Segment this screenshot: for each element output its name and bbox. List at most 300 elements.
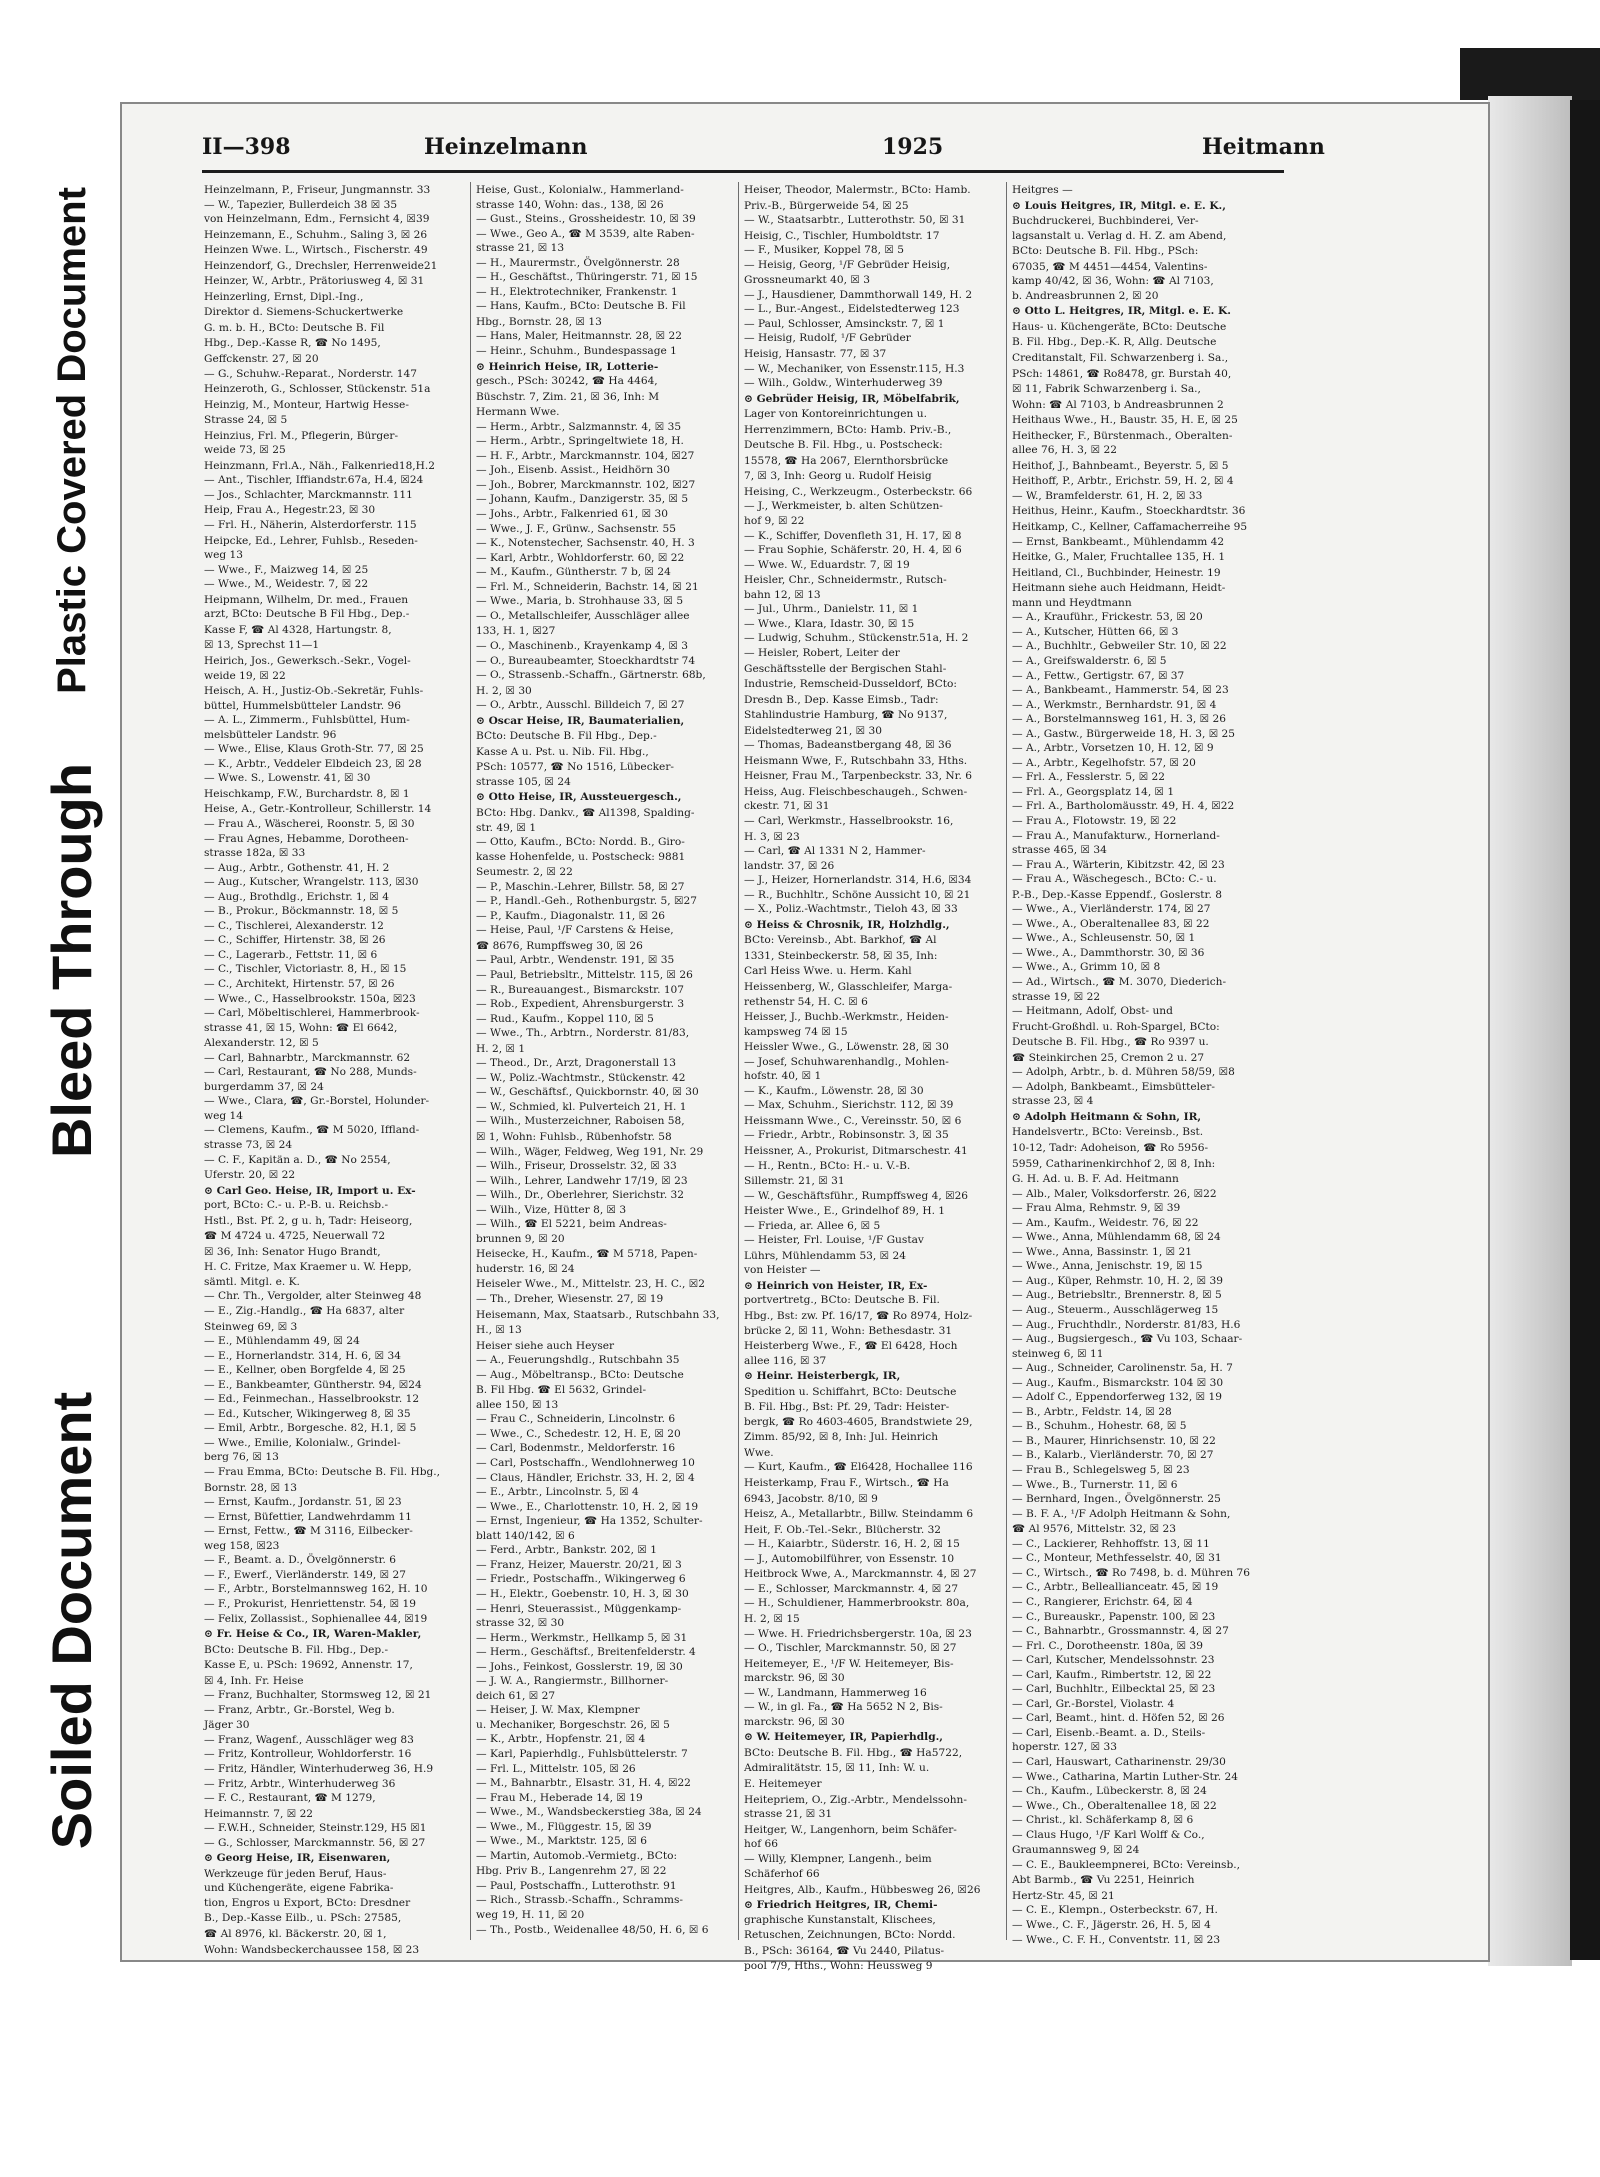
directory-entry-line: Creditanstalt, Fil. Schwarzenberg i. Sa., <box>1012 352 1229 365</box>
directory-entry-line: — Wilh., Goldw., Winterhuderweg 39 <box>744 377 943 390</box>
directory-entry-line: steinweg 6, ☒ 11 <box>1012 1347 1104 1360</box>
directory-entry-line: P.-B., Dep.-Kasse Eppendf., Goslerstr. 8 <box>1012 888 1222 901</box>
directory-entry-line: ⊙ Heinrich von Heister, IR, Ex- <box>744 1279 928 1292</box>
directory-entry-line: — E., Zig.-Handlg., ☎ Ha 6837, alter <box>204 1305 405 1318</box>
directory-entry-line: ☎ 8676, Rumpffsweg 30, ☒ 26 <box>476 939 643 952</box>
directory-entry-line: — O., Strassenb.-Schaffn., Gärtnerstr. 68b, <box>476 669 706 682</box>
directory-entry-line: — Wwe., Emilie, Kolonialw., Grindel- <box>204 1436 401 1449</box>
directory-entry-line: — Franz, Arbtr., Gr.-Borstel, Weg b. <box>204 1703 395 1716</box>
directory-entry-line: G. H. Ad. u. B. F. Ad. Heitmann <box>1012 1173 1179 1186</box>
directory-entry-line: — Wilh., Wäger, Feldweg, Weg 191, Nr. 29 <box>476 1145 704 1158</box>
directory-entry-line: Stahlindustrie Hamburg, ☎ No 9137, <box>744 709 948 722</box>
directory-entry-line: rethenstr 54, H. C. ☒ 6 <box>744 995 868 1008</box>
directory-entry-line: Heithoff, P., Arbtr., Erichstr. 59, H. 2, ☒ 4 <box>1012 475 1234 488</box>
directory-entry-line: Heinzmann, Frl.A., Näh., Falkenried18,H.2 <box>204 459 436 472</box>
directory-entry-line: — Th., Dreher, Wiesenstr. 27, ☒ 19 <box>476 1293 664 1306</box>
directory-entry-line: H., ☒ 13 <box>476 1324 522 1337</box>
directory-entry-line: ☒ 4, Inh. Fr. Heise <box>204 1674 304 1687</box>
directory-entry-line: BCto: Deutsche B. Fil. Hbg., ☎ Ha5722, <box>744 1746 963 1759</box>
directory-entry-line: ⊙ Heinr. Heisterbergk, IR, <box>744 1370 901 1383</box>
directory-entry-line: — J. W. A., Rangiermstr., Billhorner- <box>476 1675 669 1688</box>
directory-entry-line: ckestr. 71, ☒ 31 <box>744 800 830 813</box>
directory-entry-line: — C., Schiffer, Hirtenstr. 38, ☒ 26 <box>204 934 386 947</box>
directory-entry-line: — F., Beamt. a. D., Övelgönnerstr. 6 <box>204 1554 396 1567</box>
directory-entry-line: Heitbrock Wwe, A., Marckmannstr. 4, ☒ 27 <box>744 1568 977 1581</box>
directory-entry-line: Heitland, Cl., Buchbinder, Heinestr. 19 <box>1012 566 1221 579</box>
directory-entry-line: Hbg., Dep.-Kasse R, ☎ No 1495, <box>204 337 381 350</box>
directory-entry-line: ⊙ Louis Heitgres, IR, Mitgl. e. E. K., <box>1012 199 1226 212</box>
directory-entry-line: Heise, Gust., Kolonialw., Hammerland- <box>476 184 684 196</box>
directory-entry-line: melsbütteler Landstr. 96 <box>204 728 337 741</box>
directory-entry-line: burgerdamm 37, ☒ 24 <box>204 1080 324 1093</box>
directory-entry-line: Heinzemann, E., Schuhm., Saling 3, ☒ 26 <box>204 228 428 241</box>
directory-entry-line: Heissler Wwe., G., Löwenstr. 28, ☒ 30 <box>744 1041 949 1054</box>
directory-entry-line: — E., Kellner, oben Borgfelde 4, ☒ 25 <box>204 1364 406 1377</box>
directory-entry-line: b. Andreasbrunnen 2, ☒ 20 <box>1012 289 1159 302</box>
directory-entry-line: — Bernhard, Ingen., Övelgönnerstr. 25 <box>1012 1493 1221 1506</box>
directory-entry-line: — Frl. C., Dorotheenstr. 180a, ☒ 39 <box>1012 1639 1204 1652</box>
directory-entry-line: — Friedr., Arbtr., Robinsonstr. 3, ☒ 35 <box>744 1129 949 1142</box>
directory-entry-line: tion, Engros u Export, BCto: Dresdner <box>204 1896 411 1909</box>
directory-entry-line: — Rud., Kaufm., Koppel 110, ☒ 5 <box>476 1012 654 1025</box>
page-edge-shadow <box>1488 96 1572 1966</box>
directory-entry-line: strasse 23, ☒ 4 <box>1012 1095 1094 1108</box>
directory-entry-line: — Fritz, Arbtr., Winterhuderweg 36 <box>204 1777 396 1790</box>
left-keyword: Heinzelmann <box>424 134 588 160</box>
directory-entry-line: Heinzelmann, P., Friseur, Jungmannstr. 33 <box>204 184 431 196</box>
column-1 <box>202 182 470 1956</box>
page-header <box>202 134 1402 164</box>
directory-entry-line: Heip, Frau A., Hegestr.23, ☒ 30 <box>204 504 376 517</box>
directory-entry-line: sämtl. Mitgl. e. K. <box>204 1275 300 1288</box>
directory-entry-line: — Karl, Arbtr., Wohldorferstr. 60, ☒ 22 <box>476 551 685 564</box>
directory-entry-line: — Fritz, Händler, Winterhuderweg 36, H.9 <box>204 1762 434 1775</box>
directory-entry-line: — Ad., Wirtsch., ☎ M. 3070, Diederich- <box>1012 975 1227 988</box>
directory-entry-line: B. Fil. Hbg., Bst: Pf. 29, Tadr: Heister- <box>744 1401 950 1414</box>
directory-entry-line: — Johann, Kaufm., Danzigerstr. 35, ☒ 5 <box>476 493 689 506</box>
directory-entry-line: — Jul., Uhrm., Danielstr. 11, ☒ 1 <box>744 603 919 616</box>
directory-entry-line: Büschstr. 7, Zim. 21, ☒ 36, Inh: M <box>476 390 660 403</box>
directory-entry-line: Hbg., Bornstr. 28, ☒ 13 <box>476 315 602 328</box>
directory-entry-line: — Ernst, Fettw., ☎ M 3116, Eilbecker- <box>204 1525 413 1538</box>
directory-entry-line: Steinweg 69, ☒ 3 <box>204 1320 298 1333</box>
directory-entry-line: — Frau A., Flotowstr. 19, ☒ 22 <box>1012 814 1177 827</box>
directory-entry-line: — Wwe., E., Charlottenstr. 10, H. 2, ☒ 19 <box>476 1500 699 1513</box>
directory-entry-line: Retuschen, Zeichnungen, BCto: Nordd. <box>744 1929 956 1942</box>
directory-entry-line: — Wwe., C., Hasselbrookstr. 150a, ☒23 <box>204 992 416 1005</box>
directory-entry-line: ☎ M 4724 u. 4725, Neuerwall 72 <box>204 1230 386 1243</box>
directory-entry-line: — F.W.H., Schneider, Steinstr.129, H5 ☒1 <box>204 1822 427 1835</box>
directory-entry-line: — J., Hausdiener, Dammthorwall 149, H. 2 <box>744 288 973 301</box>
directory-entry-line: — Wilh., Dr., Oberlehrer, Sierichstr. 32 <box>476 1189 685 1202</box>
directory-entry-line: Heisner, Frau M., Tarpenbeckstr. 33, Nr. 6 <box>744 770 973 783</box>
directory-entry-line: BCto: Vereinsb., Abt. Barkhof, ☎ Al <box>744 934 937 947</box>
directory-entry-line: — H., Maurermstr., Övelgönnerstr. 28 <box>476 256 680 269</box>
directory-entry-line: — Carl, Eisenb.-Beamt. a. D., Steils- <box>1012 1726 1206 1739</box>
directory-entry-line: — Frl. A., Fesslerstr. 5, ☒ 22 <box>1012 771 1166 784</box>
directory-entry-line: BCto: Deutsche B. Fil. Hbg., Dep.- <box>204 1643 389 1656</box>
directory-entry-line: weg 13 <box>204 549 243 562</box>
directory-entry-line: — H., Geschäftst., Thüringerstr. 71, ☒ 15 <box>476 271 698 284</box>
directory-entry-line: — C., Rangierer, Erichstr. 64, ☒ 4 <box>1012 1595 1193 1608</box>
directory-entry-line: — Felix, Zollassist., Sophienallee 44, ☒19 <box>204 1612 428 1625</box>
directory-entry-line: — Fritz, Kontrolleur, Wohldorferstr. 16 <box>204 1748 412 1761</box>
directory-entry-line: — F., Arbtr., Borstelmannsweg 162, H. 10 <box>204 1583 428 1596</box>
directory-entry-line: G. m. b. H., BCto: Deutsche B. Fil <box>204 321 385 334</box>
directory-entry-line: — Thomas, Badeanstbergang 48, ☒ 36 <box>744 739 952 752</box>
directory-entry-line: — G., Schuhw.-Reparat., Norderstr. 147 <box>204 367 418 380</box>
directory-entry-line: — Frl. L., Mittelstr. 105, ☒ 26 <box>476 1762 636 1775</box>
directory-entry-line: ☒ 13, Sprechst 11—1 <box>204 639 320 652</box>
directory-entry-line: — Frau C., Schneiderin, Lincolnstr. 6 <box>476 1413 676 1426</box>
directory-entry-line: — A., Borstelmannsweg 161, H. 3, ☒ 26 <box>1012 713 1226 726</box>
directory-entry-line: — Johs., Feinkost, Gosslerstr. 19, ☒ 30 <box>476 1660 683 1673</box>
directory-entry-line: Heipmann, Wilhelm, Dr. med., Frauen <box>204 593 409 606</box>
directory-entry-line: — Aug., Brothdlg., Erichstr. 1, ☒ 4 <box>204 890 390 903</box>
directory-entry-line: — Ernst, Büfettier, Landwehrdamm 11 <box>204 1510 412 1523</box>
directory-entry-line: ☒ 36, Inh: Senator Hugo Brandt, <box>204 1245 381 1258</box>
directory-entry-line: — Aug., Schneider, Carolinenstr. 5a, H. 7 <box>1012 1362 1233 1375</box>
directory-entry-line: Heissner, A., Prokurist, Ditmarschestr. 41 <box>744 1145 968 1157</box>
directory-entry-line: — Carl, Restaurant, ☎ No 288, Munds- <box>204 1066 417 1079</box>
directory-entry-line: Heipcke, Ed., Lehrer, Fuhlsb., Reseden- <box>204 534 418 547</box>
directory-entry-line: — W., Poliz.-Wachtmstr., Stückenstr. 42 <box>476 1071 686 1084</box>
directory-entry-line: — Wwe., C., Schedestr. 12, H. E, ☒ 20 <box>476 1427 681 1440</box>
directory-entry-line: — B. F. A., ¹/F Adolph Heitmann & Sohn, <box>1012 1507 1231 1520</box>
directory-entry-line: Heitke, G., Maler, Fruchtallee 135, H. 1 <box>1012 551 1226 564</box>
directory-entry-line: hof 9, ☒ 22 <box>744 515 805 528</box>
directory-entry-line: — Aug., Kutscher, Wrangelstr. 113, ☒30 <box>204 876 419 889</box>
directory-entry-line: strasse 465, ☒ 34 <box>1012 844 1107 857</box>
directory-entry-line: — Paul, Postschaffn., Lutterothstr. 91 <box>476 1879 677 1892</box>
directory-entry-line: ⊙ Otto Heise, IR, Aussteuergesch., <box>476 791 682 804</box>
directory-entry-line: — E., Hornerlandstr. 314, H. 6, ☒ 34 <box>204 1349 402 1362</box>
directory-entry-line: — O., Metallschleifer, Ausschläger allee <box>476 609 690 622</box>
directory-entry-line: — W., Staatsarbtr., Lutterothstr. 50, ☒ 31 <box>744 214 966 227</box>
directory-entry-line: Heithaus Wwe., H., Baustr. 35, H. E, ☒ 25 <box>1012 414 1238 427</box>
directory-entry-line: Dresdn B., Dep. Kasse Eimsb., Tadr: <box>744 693 939 706</box>
directory-entry-line: strasse 21, ☒ 13 <box>476 242 565 255</box>
directory-entry-line: — Carl, Kutscher, Mendelssohnstr. 23 <box>1012 1654 1215 1667</box>
directory-entry-line: weg 19, H. 11, ☒ 20 <box>476 1908 585 1921</box>
directory-entry-line: — Frau Emma, BCto: Deutsche B. Fil. Hbg., <box>204 1466 441 1479</box>
directory-entry-line: — Aug., Bugsiergesch., ☎ Vu 103, Schaar- <box>1012 1333 1243 1346</box>
directory-entry-line: Buchdruckerei, Buchbinderei, Ver- <box>1012 215 1199 228</box>
directory-entry-line: — Frau A., Wärterin, Kibitzstr. 42, ☒ 23 <box>1012 858 1225 871</box>
directory-entry-line: — H., Rentn., BCto: H.- u. V.-B. <box>744 1159 911 1172</box>
directory-entry-line: Jäger 30 <box>204 1719 250 1732</box>
directory-entry-line: — A., Werkmstr., Bernhardstr. 91, ☒ 4 <box>1012 698 1217 711</box>
directory-entry-line: — Wilh., Vize, Hütter 8, ☒ 3 <box>476 1203 627 1216</box>
directory-entry-line: Sillemstr. 21, ☒ 31 <box>744 1175 845 1188</box>
directory-entry-line: — B., Kalarb., Vierländerstr. 70, ☒ 27 <box>1012 1449 1214 1462</box>
directory-entry-line: weg 14 <box>204 1109 243 1122</box>
directory-entry-line: — Carl, Kaufm., Rimbertstr. 12, ☒ 22 <box>1012 1668 1212 1681</box>
directory-entry-line: 133, H. 1, ☒27 <box>476 625 556 638</box>
side-label-soiled <box>42 1340 102 1900</box>
directory-entry-line: — Theod., Dr., Arzt, Dragonerstall 13 <box>476 1057 676 1070</box>
directory-entry-line: — J., Werkmeister, b. alten Schützen- <box>744 500 943 513</box>
directory-entry-line: 1331, Steinbeckerstr. 58, ☒ 35, Inh: <box>744 949 938 962</box>
columns <box>202 182 1284 1972</box>
directory-entry-line: — E., Arbtr., Lincolnstr. 5, ☒ 4 <box>476 1486 639 1499</box>
side-label-plastic-text: Plastic Covered Document <box>49 186 94 694</box>
directory-entry-line: — Hans, Kaufm., BCto: Deutsche B. Fil <box>476 300 686 313</box>
directory-entry-line: — Wwe., C. F., Jägerstr. 26, H. 5, ☒ 4 <box>1012 1918 1211 1931</box>
directory-entry-line: hoperstr. 127, ☒ 33 <box>1012 1741 1117 1754</box>
directory-entry-line: — A., Fettw., Gertigstr. 67, ☒ 37 <box>1012 669 1185 682</box>
directory-entry-line: PSch: 10577, ☎ No 1516, Lübecker- <box>476 761 674 774</box>
directory-entry-line: — B., Arbtr., Feldstr. 14, ☒ 28 <box>1012 1405 1172 1418</box>
directory-entry-line: — Heisig, Rudolf, ¹/F Gebrüder <box>744 332 911 345</box>
directory-entry-line: Heisler, Chr., Schneidermstr., Rutsch- <box>744 574 947 587</box>
directory-entry-line: — Friedr., Postschaffn., Wikingerweg 6 <box>476 1573 686 1586</box>
directory-entry-line: — Carl, Bahnarbtr., Marckmannstr. 62 <box>204 1051 411 1064</box>
directory-entry-line: — Frau A., Manufakturw., Hornerland- <box>1012 829 1220 842</box>
directory-entry-line: — Wilh., ☎ El 5221, beim Andreas- <box>476 1218 667 1231</box>
directory-entry-line: Wohn: ☎ Al 7103, b Andreasbrunnen 2 <box>1012 398 1224 411</box>
directory-entry-line: brücke 2, ☒ 11, Wohn: Bethesdastr. 31 <box>744 1324 953 1337</box>
directory-entry-line: Heischkamp, F.W., Burchardstr. 8, ☒ 1 <box>204 787 410 800</box>
directory-entry-line: ⊙ W. Heitemeyer, IR, Papierhdlg., <box>744 1731 943 1744</box>
directory-entry-line: Kasse A u. Pst. u. Nib. Fil. Hbg., <box>476 745 649 758</box>
directory-entry-line: — C., Lackierer, Rehhoffstr. 13, ☒ 11 <box>1012 1537 1210 1550</box>
directory-entry-line: — Heitmann, Adolf, Obst- und <box>1012 1005 1173 1018</box>
directory-entry-line: Heinzerling, Ernst, Dipl.-Ing., <box>204 290 364 303</box>
directory-entry-line: — Wwe., Anna, Mühlendamm 68, ☒ 24 <box>1012 1231 1221 1244</box>
directory-entry-line: — W., Geschäftsführ., Rumpffsweg 4, ☒26 <box>744 1189 969 1202</box>
directory-entry-line: Deutsche B. Fil. Hbg., ☎ Ro 9397 u. <box>1012 1036 1209 1049</box>
directory-entry-line: — Joh., Bobrer, Marckmannstr. 102, ☒27 <box>476 478 696 491</box>
directory-entry-line: — Clemens, Kaufm., ☎ M 5020, Iffland- <box>204 1124 420 1137</box>
directory-entry-line: — Wilh., Musterzeichner, Raboisen 58, <box>476 1115 685 1128</box>
directory-entry-line: Heitemeyer, E., ¹/F W. Heitemeyer, Bis- <box>744 1657 954 1670</box>
directory-entry-line: Heisecke, H., Kaufm., ☎ M 5718, Papen- <box>476 1248 698 1261</box>
directory-entry-line: kampsweg 74 ☒ 15 <box>744 1025 848 1038</box>
directory-entry-line: — Ed., Kutscher, Wikingerweg 8, ☒ 35 <box>204 1407 411 1420</box>
directory-entry-line: — W., Tapezier, Bullerdeich 38 ☒ 35 <box>204 198 398 211</box>
directory-entry-line: portvertretg., BCto: Deutsche B. Fil. <box>744 1294 940 1307</box>
directory-entry-line: Zimm. 85/92, ☒ 8, Inh: Jul. Heinrich <box>744 1431 939 1444</box>
top-margin <box>0 0 200 40</box>
directory-entry-line: — Carl, Buchhltr., Eilbecktal 25, ☒ 23 <box>1012 1683 1216 1696</box>
directory-entry-line: — E., Bankbeamter, Güntherstr. 94, ☒24 <box>204 1378 422 1391</box>
directory-entry-line: huderstr. 16, ☒ 24 <box>476 1262 575 1275</box>
directory-entry-line: — A., Arbtr., Vorsetzen 10, H. 12, ☒ 9 <box>1012 742 1214 755</box>
directory-entry-line: — Paul, Schlosser, Amsinckstr. 7, ☒ 1 <box>744 317 945 330</box>
directory-entry-line: — W., in gl. Fa., ☎ Ha 5652 N 2, Bis- <box>744 1701 943 1714</box>
directory-entry-line: — C., Architekt, Hirtenstr. 57, ☒ 26 <box>204 977 395 990</box>
directory-entry-line: — Frau B., Schlegelsweg 5, ☒ 23 <box>1012 1464 1190 1477</box>
directory-entry-line: u. Mechaniker, Borgeschstr. 26, ☒ 5 <box>476 1718 670 1731</box>
directory-entry-line: Hermann Wwe. <box>476 406 560 419</box>
directory-entry-line: — Th., Postb., Weidenallee 48/50, H. 6, ☒ 6 <box>476 1923 709 1936</box>
directory-entry-line: — Kurt, Kaufm., ☎ El6428, Hochallee 116 <box>744 1461 973 1474</box>
directory-entry-line: Abt Barmb., ☎ Vu 2251, Heinrich <box>1012 1874 1195 1887</box>
directory-entry-line: Heinzen Wwe. L., Wirtsch., Fischerstr. 49 <box>204 244 428 257</box>
directory-entry-line: — Wwe., Elise, Klaus Groth-Str. 77, ☒ 25 <box>204 743 424 756</box>
page-number: II—398 <box>202 134 291 160</box>
directory-entry-line: — P., Kaufm., Diagonalstr. 11, ☒ 26 <box>476 909 665 922</box>
directory-entry-line: — Rich., Strassb.-Schaffn., Schramms- <box>476 1894 683 1907</box>
directory-entry-line: — W., Bramfelderstr. 61, H. 2, ☒ 33 <box>1012 489 1203 502</box>
directory-entry-line: — K., Schiffer, Dovenfleth 31, H. 17, ☒ 8 <box>744 529 962 542</box>
directory-entry-line: — Carl, Gr.-Borstel, Violastr. 4 <box>1012 1697 1175 1710</box>
directory-entry-line: Heitgres — <box>1012 184 1073 196</box>
directory-entry-line: H. 3, ☒ 23 <box>744 830 800 843</box>
directory-entry-line: port, BCto: C.- u. P.-B. u. Reichsb.- <box>204 1199 389 1212</box>
directory-entry-line: Lührs, Mühlendamm 53, ☒ 24 <box>744 1249 907 1262</box>
directory-entry-line: H. C. Fritze, Max Kraemer u. W. Hepp, <box>204 1261 412 1274</box>
directory-entry-line: — Ernst, Ingenieur, ☎ Ha 1352, Schulter- <box>476 1515 703 1528</box>
directory-entry-line: ⊙ Adolph Heitmann & Sohn, IR, <box>1012 1110 1202 1123</box>
directory-entry-line: — Wwe., M., Wandsbeckerstieg 38a, ☒ 24 <box>476 1806 702 1819</box>
directory-entry-line: — Franz, Wagenf., Ausschläger weg 83 <box>204 1733 414 1746</box>
directory-entry-line: — Wwe., Catharina, Martin Luther-Str. 24 <box>1012 1770 1238 1783</box>
directory-entry-line: — Wwe., Ch., Oberaltenallee 18, ☒ 22 <box>1012 1799 1217 1812</box>
directory-entry-line: — Carl, Postschaffn., Wendlohnerweg 10 <box>476 1457 695 1470</box>
directory-entry-line: — Aug., Betriebsltr., Brennerstr. 8, ☒ 5 <box>1012 1289 1222 1302</box>
directory-entry-line: ⊙ Georg Heise, IR, Eisenwaren, <box>204 1852 391 1865</box>
directory-entry-line: — A., Krauführ., Frickestr. 53, ☒ 20 <box>1012 611 1203 624</box>
directory-entry-line: — H. F., Arbtr., Marckmannstr. 104, ☒27 <box>476 449 695 462</box>
directory-entry-line: — Wwe., A., Dammthorstr. 30, ☒ 36 <box>1012 946 1205 959</box>
directory-entry-line: Heit, F. Ob.-Tel.-Sekr., Blücherstr. 32 <box>744 1523 942 1536</box>
directory-entry-line: — Adolph, Arbtr., b. d. Mühren 58/59, ☒8 <box>1012 1066 1235 1079</box>
directory-entry-line: — W., Schmied, kl. Pulverteich 21, H. 1 <box>476 1100 687 1113</box>
directory-entry-line: — Christ., kl. Schäferkamp 8, ☒ 6 <box>1012 1814 1194 1827</box>
directory-entry-line: — Wwe., Klara, Idastr. 30, ☒ 15 <box>744 617 915 630</box>
directory-entry-line: — Frau Agnes, Hebamme, Dorotheen- <box>204 832 409 845</box>
directory-entry-line: brunnen 9, ☒ 20 <box>476 1232 565 1245</box>
directory-entry-line: — A. L., Zimmerm., Fuhlsbüttel, Hum- <box>204 714 410 727</box>
directory-entry-line: — Wwe., M., Flüggestr. 15, ☒ 39 <box>476 1820 652 1833</box>
directory-entry-line: — M., Bahnarbtr., Elsastr. 31, H. 4, ☒22 <box>476 1777 691 1790</box>
directory-entry-line: BCto: Deutsche B. Fil. Hbg., PSch: <box>1012 245 1199 258</box>
directory-entry-line: kasse Hohenfelde, u. Postscheck: 9881 <box>476 850 686 863</box>
directory-entry-line: — Frau Sophie, Schäferstr. 20, H. 4, ☒ 6 <box>744 544 962 557</box>
directory-entry-line: Heising, C., Werkzeugm., Osterbeckstr. 66 <box>744 485 973 498</box>
directory-entry-line: 10-12, Tadr: Adoheison, ☎ Ro 5956- <box>1012 1142 1209 1154</box>
directory-entry-line: — X., Poliz.-Wachtmstr., Tieloh 43, ☒ 33 <box>744 903 958 916</box>
directory-page <box>120 102 1490 1972</box>
directory-entry-line: — Claus Hugo, ¹/F Karl Wolff & Co., <box>1012 1828 1205 1841</box>
directory-entry-line: ☒ 1, Wohn: Fuhlsb., Rübenhofstr. 58 <box>476 1131 672 1143</box>
directory-entry-line: Grossneumarkt 40, ☒ 3 <box>744 274 870 287</box>
directory-entry-line: Hbg. Priv B., Langenrehm 27, ☒ 22 <box>476 1865 667 1878</box>
directory-entry-line: ☎ Al 8976, kl. Bäckerstr. 20, ☒ 1, <box>204 1927 387 1940</box>
directory-entry-line: — Herm., Arbtr., Springeltwiete 18, H. <box>476 435 684 448</box>
directory-entry-line: — W., Mechaniker, von Essenstr.115, H.3 <box>744 362 965 375</box>
directory-entry-line: — C., Tischler, Victoriastr. 8, H., ☒ 15 <box>204 963 407 976</box>
directory-entry-line: Heinzeroth, G., Schlosser, Stückenstr. 51a <box>204 383 431 396</box>
directory-entry-line: — K., Kaufm., Löwenstr. 28, ☒ 30 <box>744 1084 924 1097</box>
directory-entry-line: — Am., Kaufm., Weidestr. 76, ☒ 22 <box>1012 1216 1199 1229</box>
directory-entry-line: — Carl, Beamt., hint. d. Höfen 52, ☒ 26 <box>1012 1712 1225 1725</box>
directory-entry-line: — Heise, Paul, ¹/F Carstens & Heise, <box>476 924 674 937</box>
directory-entry-line: BCto: Hbg. Dankv., ☎ Al1398, Spalding- <box>476 806 695 819</box>
directory-entry-line: — Heisler, Robert, Leiter der <box>744 646 900 659</box>
directory-entry-line: — Carl, Werkmstr., Hasselbrookstr. 16, <box>744 814 954 827</box>
directory-entry-line: Kasse E, u. PSch: 19692, Annenstr. 17, <box>204 1659 413 1672</box>
directory-entry-line: — A., Feuerungshdlg., Rutschbahn 35 <box>476 1354 680 1367</box>
directory-entry-line: — B., Prokur., Böckmannstr. 18, ☒ 5 <box>204 905 399 918</box>
directory-entry-line: und Küchengeräte, eigene Fabrika- <box>204 1882 394 1895</box>
directory-entry-line: — Wwe. H. Friedrichsbergerstr. 10a, ☒ 23 <box>744 1627 972 1640</box>
directory-entry-line: — Frl. M., Schneiderin, Bachstr. 14, ☒ 21 <box>476 580 699 593</box>
directory-entry-line: Heisterkamp, Frau F., Wirtsch., ☎ Ha <box>744 1477 949 1490</box>
directory-entry-line: Heinzius, Frl. M., Pflegerin, Bürger- <box>204 429 399 442</box>
directory-entry-line: — Wilh., Friseur, Drosselstr. 32, ☒ 33 <box>476 1160 677 1173</box>
directory-entry-line: — F., Ewerf., Vierländerstr. 149, ☒ 27 <box>204 1568 406 1581</box>
directory-entry-line: — Wwe., C. F. H., Conventstr. 11, ☒ 23 <box>1012 1933 1221 1946</box>
directory-entry-line: arzt, BCto: Deutsche B Fil Hbg., Dep.- <box>204 608 410 621</box>
directory-entry-line: Geffckenstr. 27, ☒ 20 <box>204 353 319 366</box>
directory-entry-line: marckstr. 96, ☒ 30 <box>744 1672 845 1685</box>
directory-entry-line: — Karl, Papierhdlg., Fuhlsbüttelerstr. 7 <box>476 1747 688 1760</box>
directory-entry-line: — Herm., Werkmstr., Hellkamp 5, ☒ 31 <box>476 1631 688 1644</box>
directory-entry-line: ⊙ Heiss & Chrosnik, IR, Holzhdlg., <box>744 918 950 931</box>
directory-entry-line: — Wwe., Anna, Bassinstr. 1, ☒ 21 <box>1012 1245 1192 1258</box>
directory-entry-line: Seumestr. 2, ☒ 22 <box>476 866 573 879</box>
directory-entry-line: Heisterberg Wwe., F., ☎ El 6428, Hoch <box>744 1340 958 1353</box>
directory-entry-line: büttel, Hummelsbütteler Landstr. 96 <box>204 699 401 712</box>
directory-entry-line: — Adolph, Bankbeamt., Eimsbütteler- <box>1012 1080 1215 1093</box>
directory-entry-line: Heiseler Wwe., M., Mittelstr. 23, H. C., ☒2 <box>476 1278 705 1291</box>
directory-entry-line: — Carl, Hauswart, Catharinenstr. 29/30 <box>1012 1755 1226 1768</box>
directory-entry-line: — Ferd., Arbtr., Bankstr. 202, ☒ 1 <box>476 1544 657 1557</box>
directory-entry-line: Heissenberg, W., Glasschleifer, Marga- <box>744 980 953 993</box>
directory-entry-line: — K., Arbtr., Veddeler Elbdeich 23, ☒ 28 <box>204 757 422 770</box>
directory-entry-line: strasse 41, ☒ 15, Wohn: ☎ El 6642, <box>204 1021 398 1034</box>
directory-entry-line: B., Dep.-Kasse Eilb., u. PSch: 27585, <box>204 1912 402 1925</box>
directory-entry-line: Heiser siehe auch Heyser <box>476 1339 615 1352</box>
directory-entry-line: ⊙ Friedrich Heitgres, IR, Chemi- <box>744 1899 938 1912</box>
directory-entry-line: hof 66 <box>744 1838 778 1851</box>
directory-entry-line: Heisemann, Max, Staatsarb., Rutschbahn 33, <box>476 1308 720 1321</box>
directory-entry-line: Heiss, Aug. Fleischbeschaugeh., Schwen- <box>744 785 968 798</box>
directory-entry-line: str. 49, ☒ 1 <box>476 821 537 834</box>
directory-entry-line: — H., Schuldiener, Hammerbrookstr. 80a, <box>744 1597 970 1610</box>
directory-entry-line: blatt 140/142, ☒ 6 <box>476 1529 575 1542</box>
directory-entry-line: — Aug., Kaufm., Bismarckstr. 104 ☒ 30 <box>1012 1376 1224 1389</box>
directory-entry-line: — Max, Schuhm., Sierichstr. 112, ☒ 39 <box>744 1099 954 1112</box>
directory-entry-line: — Wwe., Clara, ☎, Gr.-Borstel, Holunder- <box>204 1095 430 1108</box>
directory-entry-line: ⊙ Fr. Heise & Co., IR, Waren-Makler, <box>204 1628 422 1641</box>
directory-entry-line: — Carl, Möbeltischlerei, Hammerbrook- <box>204 1007 420 1020</box>
directory-entry-line: Heithus, Heinr., Kaufm., Stoeckhardtstr. 36 <box>1012 505 1246 518</box>
directory-entry-line: Heinzig, M., Monteur, Hartwig Hesse- <box>204 398 409 411</box>
directory-entry-line: — Wwe., Th., Arbtrn., Norderstr. 81/83, <box>476 1027 690 1040</box>
directory-entry-line: Heithecker, F., Bürstenmach., Oberalten- <box>1012 429 1233 442</box>
directory-entry-line: — W., Landmann, Hammerweg 16 <box>744 1686 927 1699</box>
directory-entry-line: — Wwe., J. F., Grünw., Sachsenstr. 55 <box>476 522 677 535</box>
directory-entry-line: B., PSch: 36164, ☎ Vu 2440, Pilatus- <box>744 1944 945 1957</box>
directory-entry-line: — O., Arbtr., Ausschl. Billdeich 7, ☒ 27 <box>476 699 685 712</box>
directory-entry-line: — Aug., Möbeltransp., BCto: Deutsche <box>476 1368 684 1381</box>
directory-entry-line: — Aug., Fruchthdlr., Norderstr. 81/83, H.6 <box>1012 1318 1241 1331</box>
directory-entry-line: — Frl. A., Bartholomäusstr. 49, H. 4, ☒22 <box>1012 800 1235 813</box>
directory-entry-line: graphische Kunstanstalt, Klischees, <box>744 1913 936 1926</box>
directory-entry-line: Eidelstedterweg 21, ☒ 30 <box>744 724 882 737</box>
directory-entry-line: ☎ Al 9576, Mittelstr. 32, ☒ 23 <box>1012 1523 1176 1536</box>
directory-entry-line: Heitepriem, O., Zig.-Arbtr., Mendelssohn- <box>744 1793 967 1806</box>
directory-entry-line: — Willy, Klempner, Langenh., beim <box>744 1852 932 1865</box>
directory-entry-line: — Martin, Automob.-Vermietg., BCto: <box>476 1849 678 1862</box>
directory-entry-line: Lager von Kontoreinrichtungen u. <box>744 408 927 421</box>
directory-entry-line: — A., Kutscher, Hütten 66, ☒ 3 <box>1012 625 1179 638</box>
directory-entry-line: Heithof, J., Bahnbeamt., Beyerstr. 5, ☒ 5 <box>1012 459 1229 472</box>
